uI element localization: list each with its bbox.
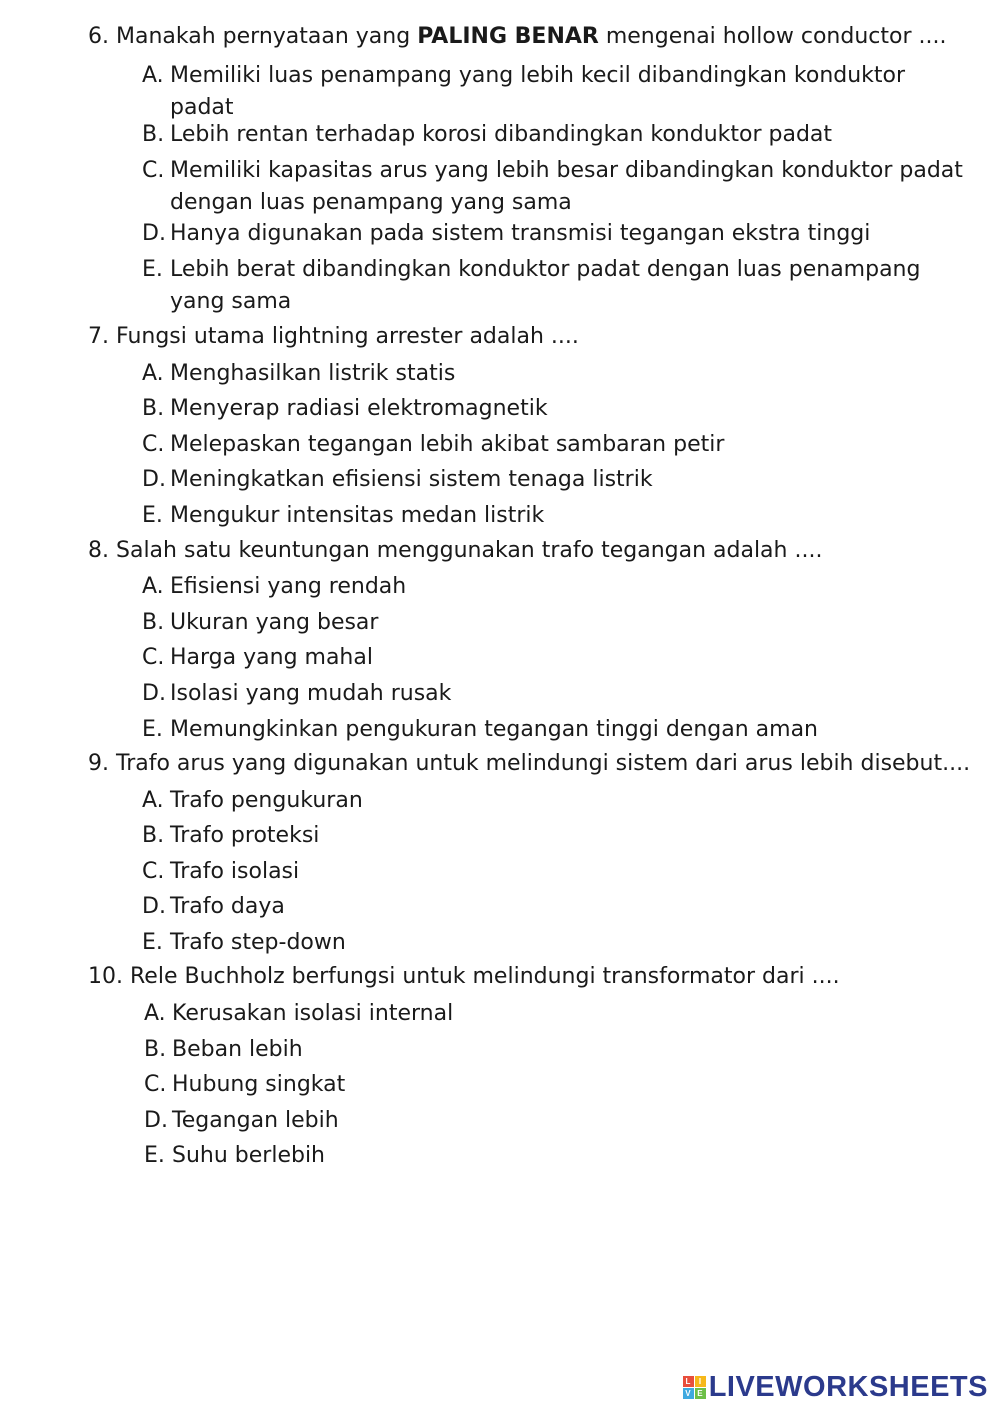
option-text: Meningkatkan efisiensi sistem tenaga listrik <box>170 467 653 492</box>
question-number: 6. <box>88 24 109 49</box>
logo-tile: V <box>683 1388 694 1399</box>
question-text: Fungsi utama lightning arrester adalah .... <box>116 324 579 349</box>
question-number: 7. <box>88 324 109 349</box>
logo-tile: I <box>695 1376 706 1387</box>
option-text: Trafo daya <box>170 894 285 919</box>
option-text: Trafo proteksi <box>170 823 320 848</box>
option-letter: E. <box>142 257 163 282</box>
option-8b[interactable] <box>142 607 972 639</box>
option-letter: C. <box>142 432 165 457</box>
option-10a[interactable] <box>144 998 974 1030</box>
option-9c[interactable] <box>142 856 972 888</box>
option-7d[interactable] <box>142 464 972 496</box>
option-text: Trafo isolasi <box>170 859 300 884</box>
logo-tile: E <box>695 1388 706 1399</box>
question-number: 10. <box>88 964 123 989</box>
option-letter: C. <box>142 859 165 884</box>
option-text: Menghasilkan listrik statis <box>170 361 456 386</box>
option-text: Lebih berat dibandingkan konduktor padat dengan luas penampang yang sama <box>170 257 921 314</box>
option-text: Memungkinkan pengukuran tegangan tinggi dengan aman <box>170 717 819 742</box>
option-letter: A. <box>144 1001 166 1026</box>
option-letter: B. <box>142 823 165 848</box>
option-letter: E. <box>142 503 163 528</box>
option-letter: D. <box>142 894 166 919</box>
option-text: Mengukur intensitas medan listrik <box>170 503 545 528</box>
option-text: Trafo step-down <box>170 930 346 955</box>
option-letter: D. <box>142 467 166 492</box>
option-text: Tegangan lebih <box>172 1108 339 1133</box>
option-8d[interactable] <box>142 678 972 710</box>
option-text: Kerusakan isolasi internal <box>172 1001 454 1026</box>
option-letter: C. <box>142 645 165 670</box>
option-letter: A. <box>142 574 164 599</box>
question-text: Rele Buchholz berfungsi untuk melindungi transformator dari .... <box>130 964 840 989</box>
option-letter: D. <box>144 1108 168 1133</box>
option-letter: E. <box>142 717 163 742</box>
option-letter: A. <box>142 788 164 813</box>
option-text: Memiliki kapasitas arus yang lebih besar dibandingkan konduktor padat dengan luas penampang yang sama <box>170 158 963 215</box>
option-text: Menyerap radiasi elektromagnetik <box>170 396 548 421</box>
option-letter: E. <box>142 930 163 955</box>
option-6c[interactable] <box>142 155 972 219</box>
option-letter: A. <box>142 63 164 88</box>
question-number: 9. <box>88 751 109 776</box>
option-letter: C. <box>142 158 165 183</box>
option-letter: A. <box>142 361 164 386</box>
option-6b[interactable] <box>142 119 972 151</box>
logo-grid-icon <box>683 1376 706 1399</box>
option-9b[interactable] <box>142 820 972 852</box>
brand-name: LIVEWORKSHEETS <box>708 1371 988 1403</box>
question-text: Manakah pernyataan yang PALING BENAR mengenai hollow conductor .... <box>116 24 947 49</box>
option-text: Trafo pengukuran <box>170 788 363 813</box>
option-9e[interactable] <box>142 927 972 959</box>
option-9a[interactable] <box>142 785 972 817</box>
question-8 <box>88 536 822 566</box>
option-letter: D. <box>142 221 166 246</box>
question-7 <box>88 322 579 352</box>
question-text: Salah satu keuntungan menggunakan trafo tegangan adalah .... <box>116 538 823 563</box>
option-text: Harga yang mahal <box>170 645 373 670</box>
option-6a[interactable] <box>142 60 972 124</box>
option-text: Beban lebih <box>172 1037 303 1062</box>
option-text: Hanya digunakan pada sistem transmisi tegangan ekstra tinggi <box>170 221 871 246</box>
option-8c[interactable] <box>142 642 972 674</box>
option-10d[interactable] <box>144 1105 974 1137</box>
option-10e[interactable] <box>144 1140 974 1172</box>
logo-tile: L <box>683 1376 694 1387</box>
option-6e[interactable] <box>142 254 972 318</box>
option-10b[interactable] <box>144 1034 974 1066</box>
option-text: Memiliki luas penampang yang lebih kecil dibandingkan konduktor padat <box>170 63 906 120</box>
option-6d[interactable] <box>142 218 972 250</box>
option-text: Hubung singkat <box>172 1072 346 1097</box>
option-7b[interactable] <box>142 393 972 425</box>
option-7a[interactable] <box>142 358 972 390</box>
option-text: Efisiensi yang rendah <box>170 574 407 599</box>
option-letter: B. <box>144 1037 167 1062</box>
option-7e[interactable] <box>142 500 972 532</box>
question-6 <box>88 22 946 52</box>
option-text: Melepaskan tegangan lebih akibat sambaran petir <box>170 432 725 457</box>
option-letter: C. <box>144 1072 167 1097</box>
option-letter: D. <box>142 681 166 706</box>
option-8e[interactable] <box>142 714 972 746</box>
option-7c[interactable] <box>142 429 972 461</box>
option-letter: B. <box>142 610 165 635</box>
option-text: Suhu berlebih <box>172 1143 326 1168</box>
question-emphasis: PALING BENAR <box>417 24 599 49</box>
option-letter: B. <box>142 122 165 147</box>
question-10 <box>88 962 840 992</box>
question-number: 8. <box>88 538 109 563</box>
option-text: Ukuran yang besar <box>170 610 379 635</box>
liveworksheets-logo <box>683 1371 988 1404</box>
option-letter: E. <box>144 1143 165 1168</box>
option-text: Isolasi yang mudah rusak <box>170 681 452 706</box>
option-10c[interactable] <box>144 1069 974 1101</box>
question-9 <box>88 749 970 779</box>
option-8a[interactable] <box>142 571 972 603</box>
option-text: Lebih rentan terhadap korosi dibandingkan konduktor padat <box>170 122 833 147</box>
option-9d[interactable] <box>142 891 972 923</box>
option-letter: B. <box>142 396 165 421</box>
question-text: Trafo arus yang digunakan untuk melindungi sistem dari arus lebih disebut.... <box>116 751 971 776</box>
